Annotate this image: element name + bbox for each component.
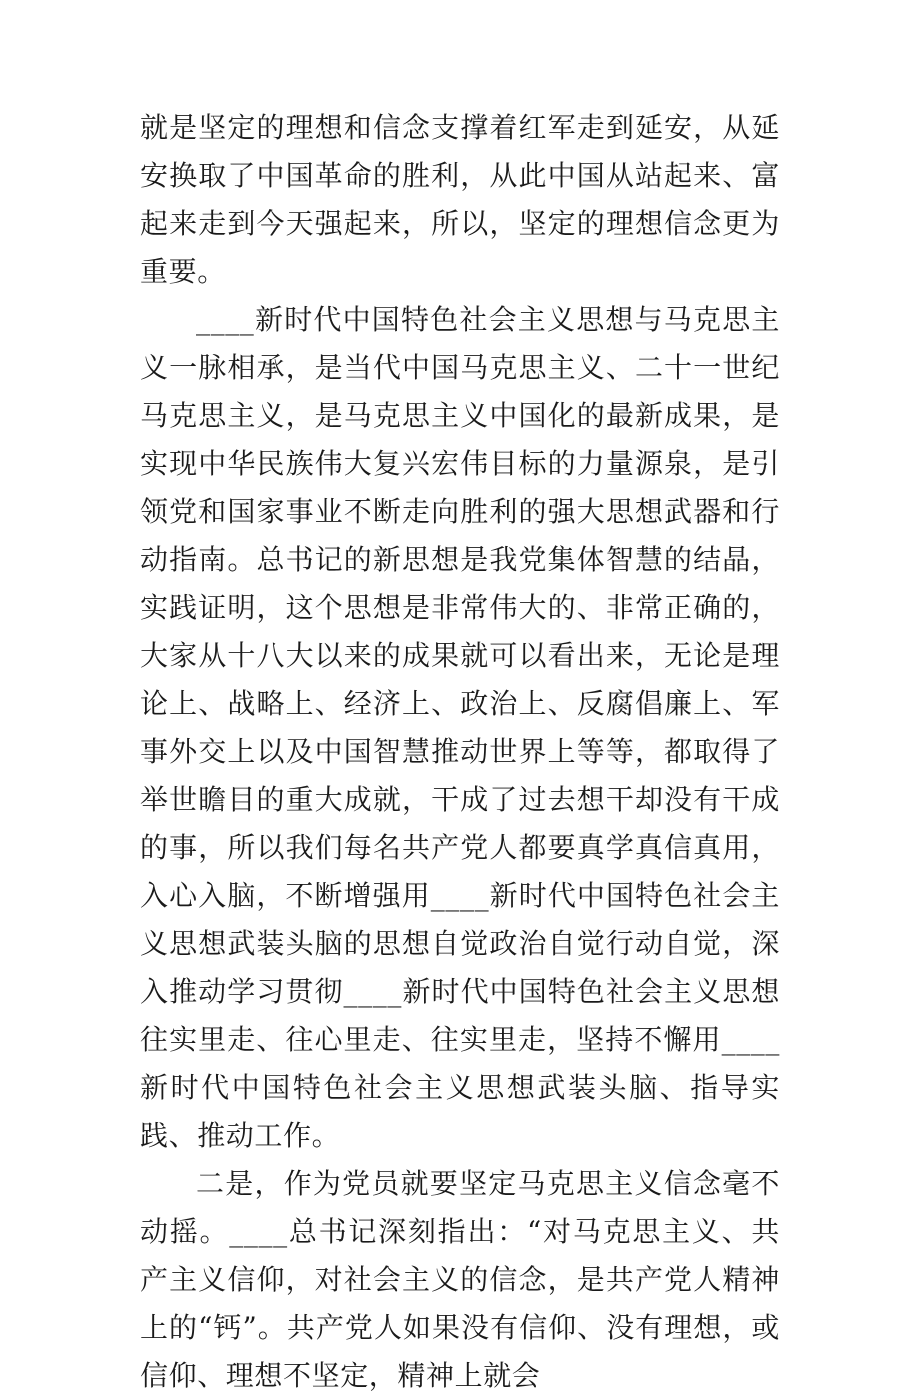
paragraph-2: ____新时代中国特色社会主义思想与马克思主义一脉相承，是当代中国马克思主义、二十一世纪马克思主义，是马克思主义中国化的最新成果，是实现中华民族伟大复兴宏伟目标的力量源泉，是引领党和国家事业不断走向胜利的强大思想武器和行动指南。总书记的新思想是我党集体智慧的结晶，实践证明，这个思想是非常伟大的、非常正确的，大家从十八大以来的成果就可以看出来，无论是理论上、战略上、经济上、政治上、反腐倡廉上、军事外交上以及中国智慧推动世界上等等，都取得了举世瞻目的重大成就，干成了过去想干却没有干成的事，所以我们每名共产党人都要真学真信真用，入心入脑，不断增强用____新时代中国特色社会主义思想武装头脑的思想自觉政治自觉行动自觉，深入推动学习贯彻____新时代中国特色社会主义思想往实里走、往心里走、往实里走，坚持不懈用____新时代中国特色社会主义思想武装头脑、指导实践、推动工作。 — [140, 303, 780, 1152]
paragraph-1: 就是坚定的理想和信念支撑着红军走到延安，从延安换取了中国革命的胜利，从此中国从站起来、富起来走到今天强起来，所以，坚定的理想信念更为重要。 — [140, 111, 780, 288]
document-body — [140, 104, 780, 1400]
paragraph-3: 二是，作为党员就要坚定马克思主义信念毫不动摇。____总书记深刻指出：“对马克思主义、共产主义信仰，对社会主义的信念，是共产党人精神上的“钙”。共产党人如果没有信仰、没有理想，或信仰、理想不坚定，精神上就会 — [140, 1167, 780, 1392]
